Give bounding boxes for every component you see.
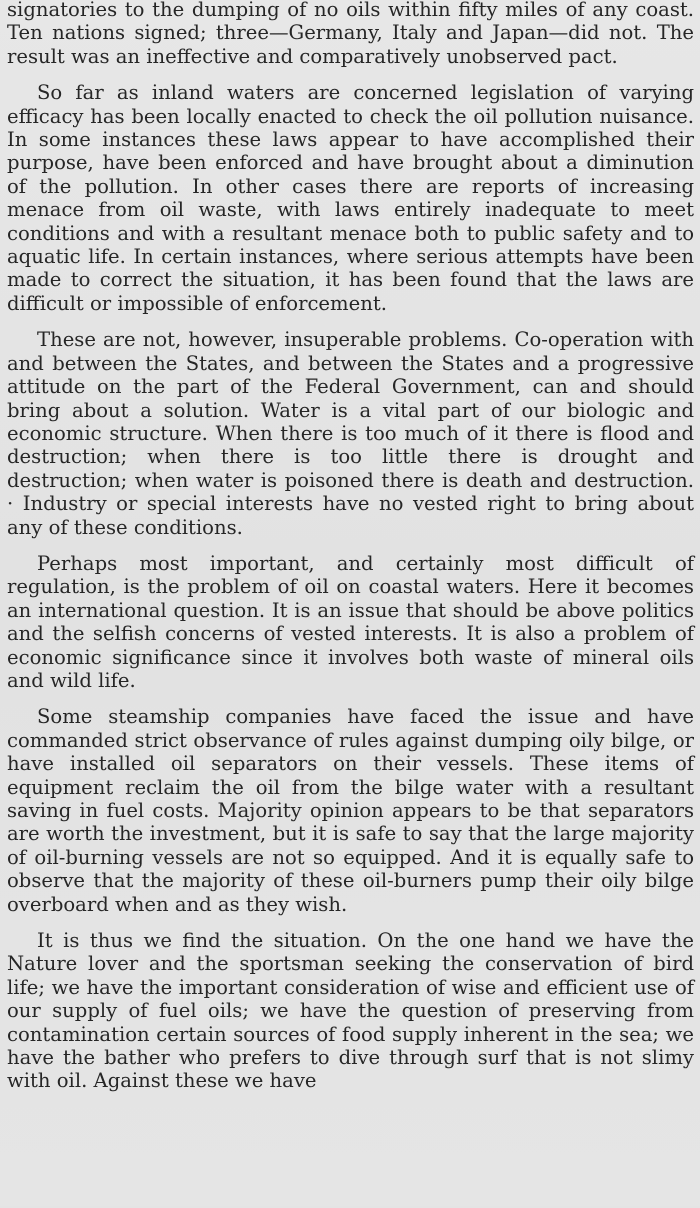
paragraph-1: signatories to the dumping of no oils within fifty miles of any coast. Ten nations signed; three—Germany, Italy and Japan—did not. The result was an ineffective and comparatively unobserved pact. (7, 0, 694, 68)
paragraph-4: Perhaps most important, and certainly most difficult of regulation, is the problem of oil on coastal waters. Here it becomes an international question. It is an issue that should be above politics and the selfish concerns of vested interests. It is also a problem of economic significance since it involves both waste of mineral oils and wild life. (7, 551, 694, 692)
paragraph-6: It is thus we find the situation. On the one hand we have the Nature lover and the sportsman seeking the conservation of bird life; we have the important consideration of wise and efficient use of our supply of fuel oils; we have the question of preserving from contamination certain sources of food supply inherent in the sea; we have the bather who prefers to dive through surf that is not slimy with oil. Against these we have (7, 929, 694, 1093)
paragraph-5: Some steamship companies have faced the issue and have commanded strict observance of rules against dumping oily bilge, or have installed oil separators on their vessels. These items of equipment reclaim the oil from the bilge water with a resultant saving in fuel costs. Majority opinion appears to be that separators are worth the investment, but it is safe to say that the large majority of oil-burning vessels are not so equipped. And it is equally safe to observe that the majority of these oil-burners pump their oily bilge overboard when and as they wish. (7, 705, 694, 916)
paragraph-3: These are not, however, insuperable problems. Co-operation with and between the States, and between the States and a progressive attitude on the part of the Federal Government, can and should bring about a solution. Water is a vital part of our biologic and economic structure. When there is too much of it there is flood and destruction; when there is too little there is drought and destruction; when water is poisoned there is death and destruction. · Industry or special interests have no vested right to bring about any of these conditions. (7, 328, 694, 539)
paragraph-2: So far as inland waters are concerned legislation of varying efficacy has been locally enacted to check the oil pollution nuisance. In some instances these laws appear to have accomplished their purpose, have been enforced and have brought about a diminution of the pollution. In other cases there are reports of increasing menace from oil waste, with laws entirely inadequate to meet conditions and with a resultant menace both to public safety and to aquatic life. In certain instances, where serious attempts have been made to correct the situation, it has been found that the laws are difficult or impossible of enforcement. (7, 81, 694, 315)
